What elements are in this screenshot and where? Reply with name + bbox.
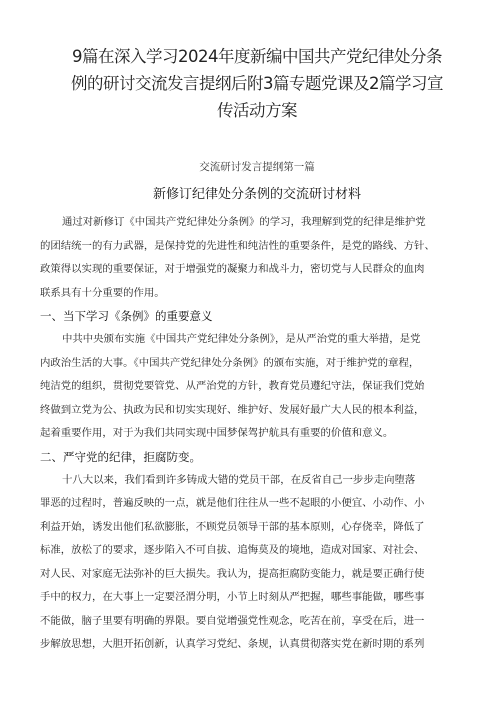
intro-paragraph — [40, 211, 474, 305]
text-line: 起着重要作用，对于为我们共同实现中国梦保驾护航具有重要的价值和意义。 — [40, 427, 394, 439]
section-title: 新修订纪律处分条例的交流研讨材料 — [152, 187, 361, 202]
text-line: 通过对新修订《中国共产党纪律处分条例》的学习，我理解到党的纪律是维护党 — [62, 216, 426, 228]
text-line: 十八大以来，我们看到许多铸成大错的党员干部，在反省自己一步步走向堕落 — [62, 473, 416, 486]
title-line: 传活动方案 — [217, 101, 297, 120]
text-line: 利益开始，诱发出他们私欲膨胀，不顾党员领导干部的基本原则，心存侥幸，降低了 — [40, 520, 425, 533]
text-line: 罪恶的过程时，普遍反映的一点，就是他们往往从一些不起眼的小便宜、小动作、小 — [40, 497, 425, 509]
document-subtitle: 交流研讨发言提纲第一篇 — [199, 161, 315, 173]
heading-significance: 一、当下学习《条例》的重要意义 — [40, 309, 213, 323]
text-line: 终做到立党为公、执政为民和切实实现好、维护好、发展好最广大人民的根本利益， — [40, 403, 425, 416]
text-line: 手中的权力，在大事上一定要泾渭分明，小节上时刻从严把握，哪些事能做，哪些事 — [40, 591, 425, 603]
text-line: 联系具有十分重要的作用。 — [40, 286, 165, 299]
text-line: 内政治生活的大事。《中国共产党纪律处分条例》的颁布实施，对于维护党的章程， — [40, 356, 420, 369]
text-line: 不能做，脑子里要有明确的界限。要自觉增强党性观念，吃苦在前，享受在后，进一 — [40, 614, 425, 627]
text-line: 标准，放松了的要求，逐步陷入不可自拔、追悔莫及的境地，造成对国家、对社会、 — [40, 544, 425, 556]
title-line: 例的研讨交流发言提纲后附3篇专题党课及2篇学习宣 — [71, 74, 443, 93]
text-line: 对人民、对家庭无法弥补的巨大损失。我认为，提高拒腐防变能力，就是要正确行使 — [40, 567, 425, 580]
text-line: 中共中央颁布实施《中国共产党纪律处分条例》，是从严治党的重大举措，是党 — [62, 333, 421, 345]
text-line: 纯洁党的组织，贯彻党要管党、从严治党的方针，教育党员遵纪守法，保证我们党始 — [40, 380, 425, 392]
title-line: 9篇在深入学习2024年度新编中国共产党纪律处分条 — [72, 47, 442, 66]
heading-discipline: 二、严守党的纪律，拒腐防变。 — [40, 449, 201, 464]
text-line: 政策得以实现的重要保证，对于增强党的凝聚力和战斗力，密切党与人民群众的血肉 — [40, 263, 425, 275]
document-title — [40, 0, 474, 124]
text-line: 的团结统一的有力武器，是保持党的先进性和纯洁性的重要条件，是党的路线、方针、 — [40, 239, 435, 252]
paragraph-significance — [40, 328, 474, 446]
paragraph-discipline — [40, 469, 474, 657]
text-line: 步解放思想，大胆开拓创新，认真学习党纪、条规，认真贯彻落实党在新时期的系列 — [40, 638, 425, 650]
